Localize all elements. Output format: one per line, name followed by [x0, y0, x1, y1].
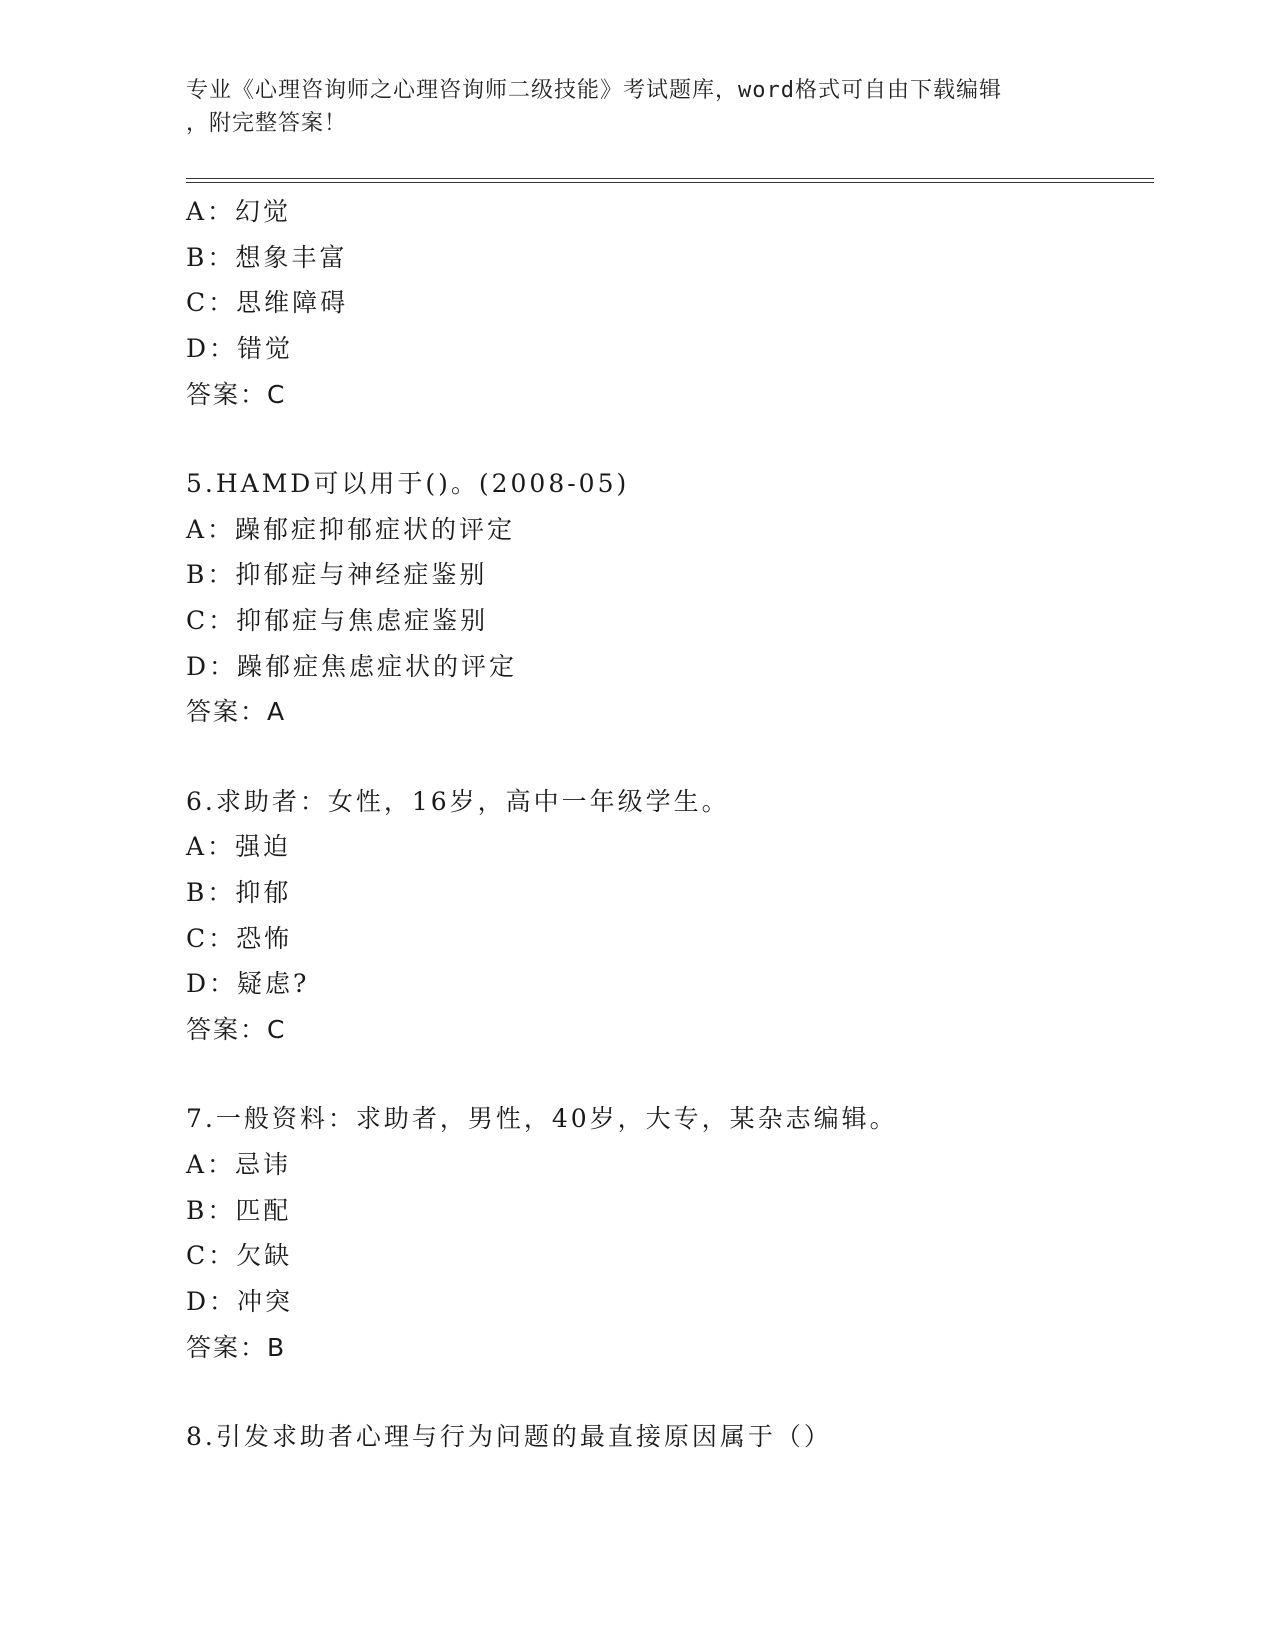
option-a: A：忌讳 [186, 1149, 292, 1179]
option-b: B：匹配 [186, 1195, 292, 1225]
option-b: B：抑郁症与神经症鉴别 [186, 560, 488, 590]
header-line-2: ，附完整答案！ [186, 111, 348, 136]
option-a: A：强迫 [186, 832, 292, 862]
question-stem: 6.求助者：女性，16岁，高中一年级学生。 [186, 786, 730, 816]
answer-line: 答案：C [186, 1015, 287, 1044]
question-block [186, 189, 1146, 417]
spacer [186, 1053, 1146, 1097]
question-block [186, 1096, 1146, 1370]
document-header [186, 74, 1086, 140]
option-d: D：冲突 [186, 1286, 294, 1316]
option-b: B：抑郁 [186, 877, 292, 907]
option-a: A：幻觉 [186, 197, 292, 226]
question-stem: 7.一般资料：求助者，男性，40岁，大专，某杂志编辑。 [186, 1104, 898, 1134]
question-stem: 5.HAMD可以用于()。(2008-05) [186, 468, 630, 498]
spacer [186, 1370, 1146, 1414]
option-c: C：恐怖 [186, 923, 293, 953]
answer-line: 答案：C [186, 379, 287, 409]
spacer [186, 735, 1146, 779]
question-block [186, 779, 1146, 1053]
question-block [186, 1414, 1146, 1460]
question-list [186, 189, 1146, 1460]
option-a: A：躁郁症抑郁症状的评定 [186, 514, 516, 544]
question-block [186, 461, 1146, 735]
spacer [186, 417, 1146, 461]
question-stem: 8.引发求助者心理与行为问题的最直接原因属于（） [186, 1421, 832, 1451]
option-c: C：思维障碍 [186, 288, 349, 318]
header-line-1: 专业《心理咨询师之心理咨询师二级技能》考试题库，word格式可自由下载编辑 [186, 78, 1002, 103]
header-divider [186, 178, 1154, 183]
answer-line: 答案：B [186, 1332, 287, 1362]
option-c: C：抑郁症与焦虑症鉴别 [186, 606, 489, 635]
option-c: C：欠缺 [186, 1241, 293, 1271]
answer-line: 答案：A [186, 697, 287, 727]
option-b: B：想象丰富 [186, 242, 348, 272]
option-d: D：疑虑? [186, 969, 310, 999]
option-d: D：错觉 [186, 334, 294, 364]
option-d: D：躁郁症焦虑症状的评定 [186, 651, 518, 681]
